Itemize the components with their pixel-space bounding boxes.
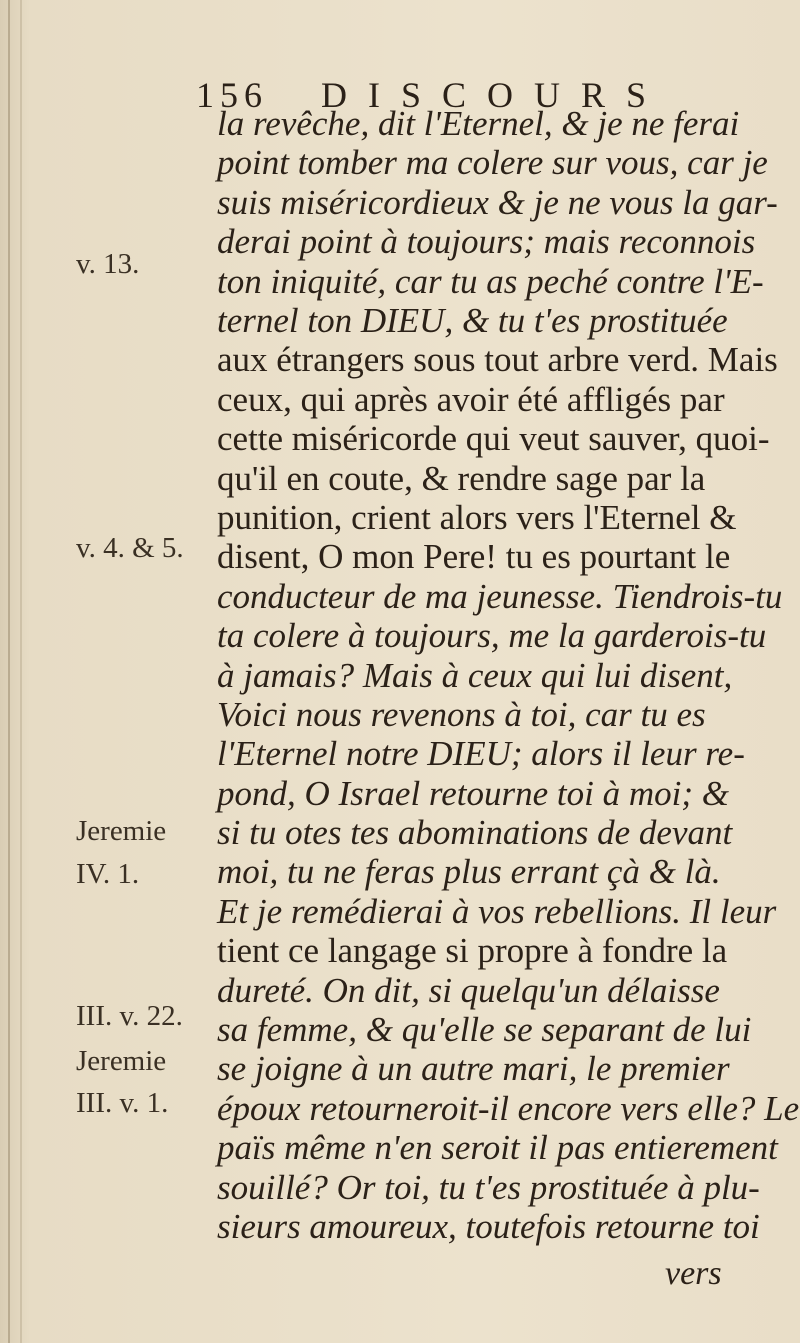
text-line: punition, crient alors vers l'Eternel &	[217, 498, 737, 537]
text-line: à jamais? Mais à ceux qui lui disent,	[217, 656, 733, 695]
text-line: disent, O mon Pere! tu es pourtant le	[217, 537, 731, 576]
text-line: ton iniquité, car tu as peché contre l'E-	[217, 262, 764, 301]
text-line: se joigne à un autre mari, le premier	[217, 1049, 730, 1088]
text-line: ta colere à toujours, me la garderois-tu	[217, 616, 767, 655]
text-line: Voici nous revenons à toi, car tu es	[217, 695, 706, 734]
page-edge	[20, 0, 22, 1343]
text-line: point tomber ma colere sur vous, car je	[217, 143, 768, 182]
text-line: sieurs amoureux, toutefois retourne toi	[217, 1207, 760, 1246]
text-line: ceux, qui après avoir été affligés par	[217, 380, 725, 419]
text-line: ternel ton DIEU, & tu t'es prostituée	[217, 301, 728, 340]
text-line: qu'il en coute, & rendre sage par la	[217, 459, 706, 498]
text-line: Et je remédierai à vos rebellions. Il leur	[217, 892, 777, 931]
text-line: si tu otes tes abominations de devant	[217, 813, 733, 852]
text-line: conducteur de ma jeunesse. Tiendrois-tu	[217, 577, 783, 616]
text-line: l'Eternel notre DIEU; alors il leur re-	[217, 734, 745, 773]
margin-note: IV. 1.	[76, 858, 140, 890]
margin-note: v. 13.	[76, 248, 140, 280]
margin-note: v. 4. & 5.	[76, 532, 184, 564]
text-line: derai point à toujours; mais reconnois	[217, 222, 756, 261]
margin-note: III. v. 1.	[76, 1087, 169, 1119]
text-line: païs même n'en seroit il pas entierement	[217, 1128, 778, 1167]
text-line: souillé? Or toi, tu t'es prostituée à plu-	[217, 1168, 760, 1207]
text-line: cette miséricorde qui veut sauver, quoi-	[217, 419, 770, 458]
page-number: 156	[196, 75, 268, 115]
text-line: sa femme, & qu'elle se separant de lui	[217, 1010, 752, 1049]
text-line: tient ce langage si propre à fondre la	[217, 931, 728, 970]
text-line: moi, tu ne feras plus errant çà & là.	[217, 852, 721, 891]
page-edge	[8, 0, 10, 1343]
margin-note: III. v. 22.	[76, 1000, 183, 1032]
text-line: dureté. On dit, si quelqu'un délaisse	[217, 971, 720, 1010]
text-line: pond, O Israel retourne toi à moi; &	[217, 774, 729, 813]
running-title: D I S C O U R S	[321, 75, 653, 115]
catchword: vers	[665, 1255, 722, 1292]
text-line: suis miséricordieux & je ne vous la gar-	[217, 183, 778, 222]
text-line: époux retourneroit-il encore vers elle? Le	[217, 1089, 800, 1128]
text-line: aux étrangers sous tout arbre verd. Mais	[217, 340, 778, 379]
text-line: la revêche, dit l'Eternel, & je ne ferai	[217, 104, 740, 143]
margin-note: Jeremie	[76, 815, 167, 847]
margin-note: Jeremie	[76, 1045, 167, 1077]
